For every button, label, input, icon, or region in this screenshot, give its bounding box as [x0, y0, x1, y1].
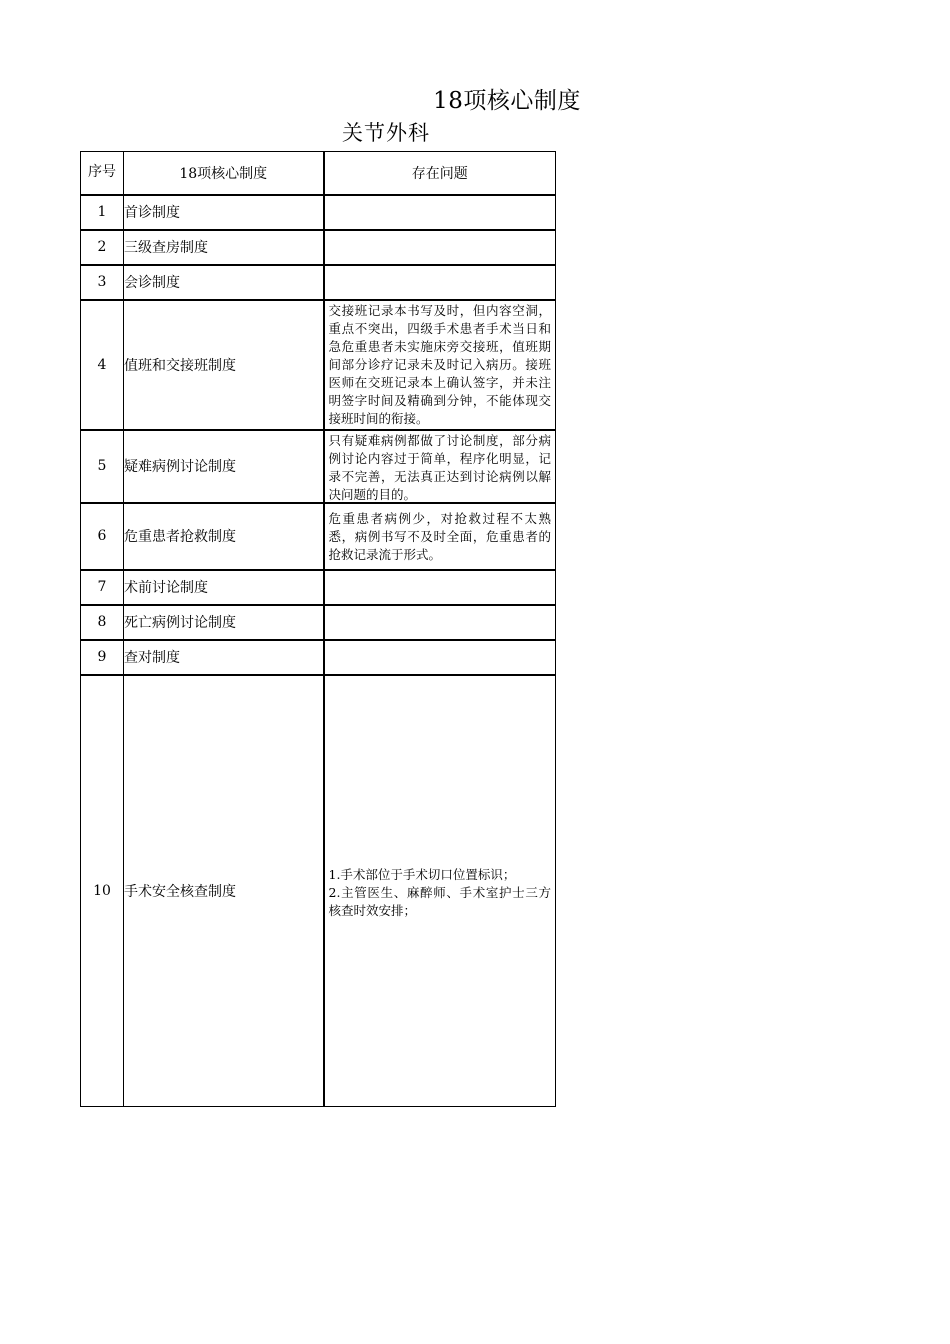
- row-system: 查对制度: [124, 640, 324, 675]
- row-system: 首诊制度: [124, 195, 324, 230]
- department-name: 关节外科: [342, 121, 430, 145]
- row-issue: 危重患者病例少，对抢救过程不太熟悉，病例书写不及时全面，危重患者的抢救记录流于形式。: [328, 510, 551, 562]
- row-no: 8: [81, 605, 124, 640]
- row-system: 危重患者抢救制度: [124, 503, 324, 570]
- row-no: 9: [81, 640, 124, 675]
- row-issue[interactable]: [324, 640, 556, 675]
- page-title: 18项核心制度: [433, 88, 581, 114]
- row-issue[interactable]: [324, 195, 556, 230]
- issue-line: 2.主管医生、麻醉师、手术室护士三方核查时效安排；: [328, 884, 551, 918]
- row-issue-cell[interactable]: [324, 430, 556, 503]
- row-issue[interactable]: [324, 265, 556, 300]
- row-issue: [325, 862, 556, 920]
- row-issue-cell[interactable]: [324, 675, 556, 1107]
- core-system-table: [80, 151, 556, 1107]
- table-row: [81, 430, 556, 503]
- table-row: [81, 675, 556, 1107]
- header-no: 序号: [81, 152, 124, 195]
- row-issue[interactable]: [324, 570, 556, 605]
- row-no: 1: [81, 195, 124, 230]
- row-no: 10: [81, 675, 124, 1107]
- table-row: [81, 570, 556, 605]
- table-row: [81, 605, 556, 640]
- row-system: 会诊制度: [124, 265, 324, 300]
- header-system: 18项核心制度: [124, 152, 324, 195]
- table-row: [81, 195, 556, 230]
- row-no: 3: [81, 265, 124, 300]
- table-row: [81, 640, 556, 675]
- row-issue-cell[interactable]: [324, 503, 556, 570]
- row-issue-cell[interactable]: [324, 300, 556, 430]
- table-row: [81, 230, 556, 265]
- row-no: 2: [81, 230, 124, 265]
- header-issues: 存在问题: [324, 152, 556, 195]
- table-row: [81, 265, 556, 300]
- issue-line: 1.手术部位于手术切口位置标识；: [328, 866, 516, 882]
- header-row: [81, 152, 556, 195]
- row-no: 5: [81, 430, 124, 503]
- row-no: 7: [81, 570, 124, 605]
- row-issue: 交接班记录本书写及时，但内容空洞，重点不突出，四级手术患者手术当日和急危重患者未实施床旁交接班，值班期间部分诊疗记录未及时记入病历。接班医师在交班记录本上确认签字，并未注明签字时间及精确到分钟，不能体现交接班时间的衔接。: [328, 303, 551, 426]
- row-system: 死亡病例讨论制度: [124, 605, 324, 640]
- row-issue[interactable]: [324, 605, 556, 640]
- row-system: 值班和交接班制度: [124, 300, 324, 430]
- row-system: 疑难病例讨论制度: [124, 430, 324, 503]
- table-row: [81, 503, 556, 570]
- row-issue[interactable]: [324, 230, 556, 265]
- row-issue: 只有疑难病例都做了讨论制度，部分病例讨论内容过于简单，程序化明显，记录不完善，无法真正达到讨论病例以解决问题的目的。: [328, 432, 551, 502]
- row-no: 6: [81, 503, 124, 570]
- row-system: 三级查房制度: [124, 230, 324, 265]
- row-system: 手术安全核查制度: [124, 675, 324, 1107]
- row-system: 术前讨论制度: [124, 570, 324, 605]
- row-no: 4: [81, 300, 124, 430]
- table-row: [81, 300, 556, 430]
